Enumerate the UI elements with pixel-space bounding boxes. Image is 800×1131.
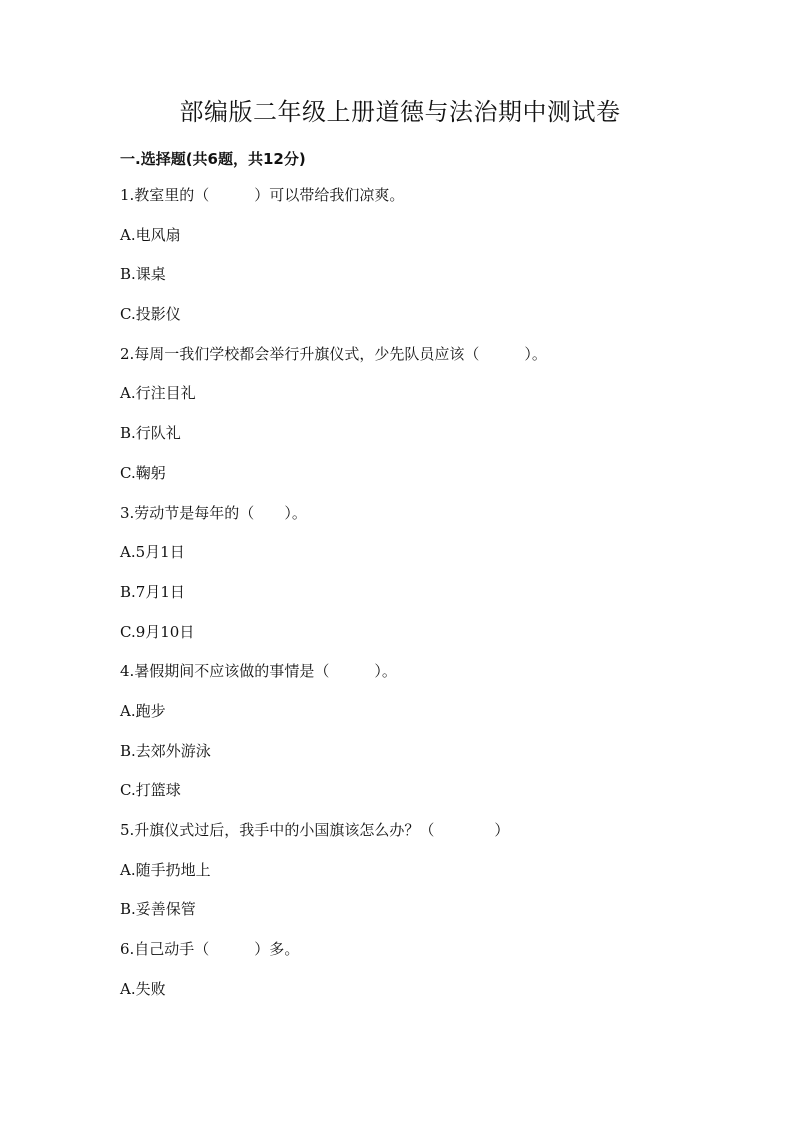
option-2-c: C.鞠躬: [120, 463, 166, 482]
option-2-a: A.行注目礼: [120, 384, 196, 403]
question-3: 3.劳动节是每年的（ ）。: [120, 503, 307, 522]
question-5: 5.升旗仪式过后，我手中的小国旗该怎么办？（ ）: [120, 821, 510, 839]
option-1-c: C.投影仪: [120, 305, 181, 324]
option-2-b: B.行队礼: [120, 424, 181, 443]
option-6-a: A.失败: [120, 979, 166, 998]
question-1: 1.教室里的（ ）可以带给我们凉爽。: [120, 186, 405, 204]
option-5-b: B.妥善保管: [120, 900, 196, 919]
option-3-a: A.5月1日: [120, 543, 185, 562]
question-list: [120, 184, 720, 1017]
section-heading: 一.选择题(共6题，共12分): [120, 150, 306, 168]
option-1-a: A.电风扇: [120, 225, 181, 244]
page-title: 部编版二年级上册道德与法治期中测试卷: [179, 98, 621, 126]
option-5-a: A.随手扔地上: [120, 860, 211, 879]
option-3-b: B.7月1日: [120, 582, 185, 601]
option-4-b: B.去郊外游泳: [120, 741, 211, 760]
question-4: 4.暑假期间不应该做的事情是（ ）。: [120, 662, 397, 681]
option-3-c: C.9月10日: [120, 622, 195, 641]
question-6: 6.自己动手（ ）多。: [120, 940, 300, 959]
question-2: 2.每周一我们学校都会举行升旗仪式，少先队员应该（ ）。: [120, 344, 547, 363]
option-1-b: B.课桌: [120, 265, 166, 284]
option-4-c: C.打篮球: [120, 781, 181, 800]
option-4-a: A.跑步: [120, 701, 166, 720]
